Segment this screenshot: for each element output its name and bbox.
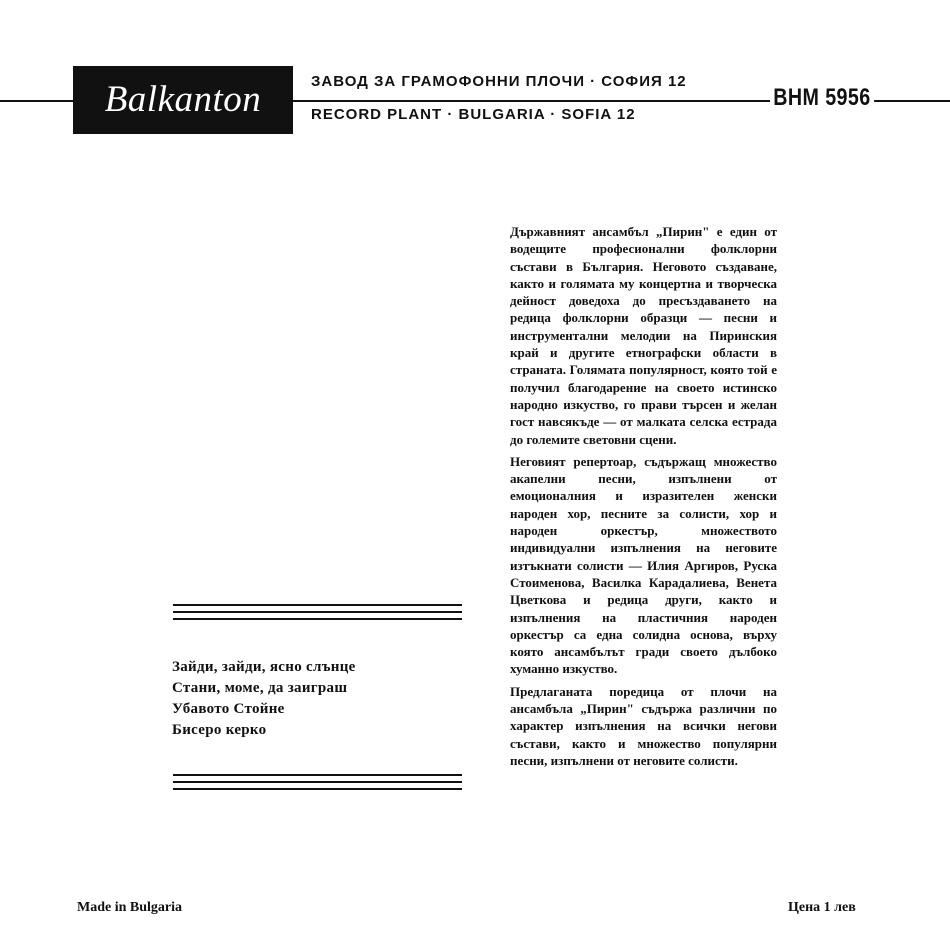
liner-paragraph: Предлаганата поредица от плочи на ансамбъла „Пирин" съдържа различни по характер изпълнения на всички негови състави, както и множество популярни песни, изпълнени от неговите солисти. <box>510 683 777 768</box>
liner-paragraph: Държавният ансамбъл „Пирин" е един от водещите професионални фолклорни състави в България. Неговото създаване, както и голямата му концертна и творческа дейност доведоха до пресъздаването на редица фолклорни образци — песни и инструментални мелодии на Пиринския край и другите етнографски области в страната. Голямата популярност, която той е получил благодарение на своето истинско народно изкуство, го прави търсен и желан гост навсякъде — от малката селска естрада до големите световни сцени. <box>510 224 777 447</box>
track-item: Бисеро керко <box>172 722 267 738</box>
price-label: Цена 1 лев <box>788 900 856 915</box>
record-plant-bg-line: ЗАВОД ЗА ГРАМОФОННИ ПЛОЧИ · СОФИЯ 12 <box>311 73 693 90</box>
balkanton-logo: Balkanton <box>73 66 293 134</box>
track-list <box>172 657 356 741</box>
liner-paragraph: Неговият репертоар, съдържащ множество акапелни песни, изпълнени от емоционалния и изразителен женски народен хор, песните за солисти, хор и народен оркестър, множеството индивидуални изпълнения на неговите изтъкнати солисти — Илия Аргиров, Руска Стоименова, Василка Карадалиева, Венета Цветкова и редица други, както и изпълнения на пластичния народен оркестър са една солидна основа, върху която ансамбълът гради своето дълбоко хуманно изкуство. <box>510 453 777 677</box>
triple-rule-bottom <box>173 774 462 795</box>
liner-notes <box>510 223 777 774</box>
triple-rule-top <box>173 604 462 625</box>
catalog-number: ВНМ 5956 <box>770 84 874 112</box>
track-item: Зайди, зайди, ясно слънце <box>172 659 356 675</box>
record-plant-en-line: RECORD PLANT · BULGARIA · SOFIA 12 <box>311 106 642 123</box>
made-in-label: Made in Bulgaria <box>77 900 183 915</box>
track-item: Стани, моме, да заиграш <box>172 680 348 696</box>
track-item: Убавото Стойне <box>172 701 285 717</box>
